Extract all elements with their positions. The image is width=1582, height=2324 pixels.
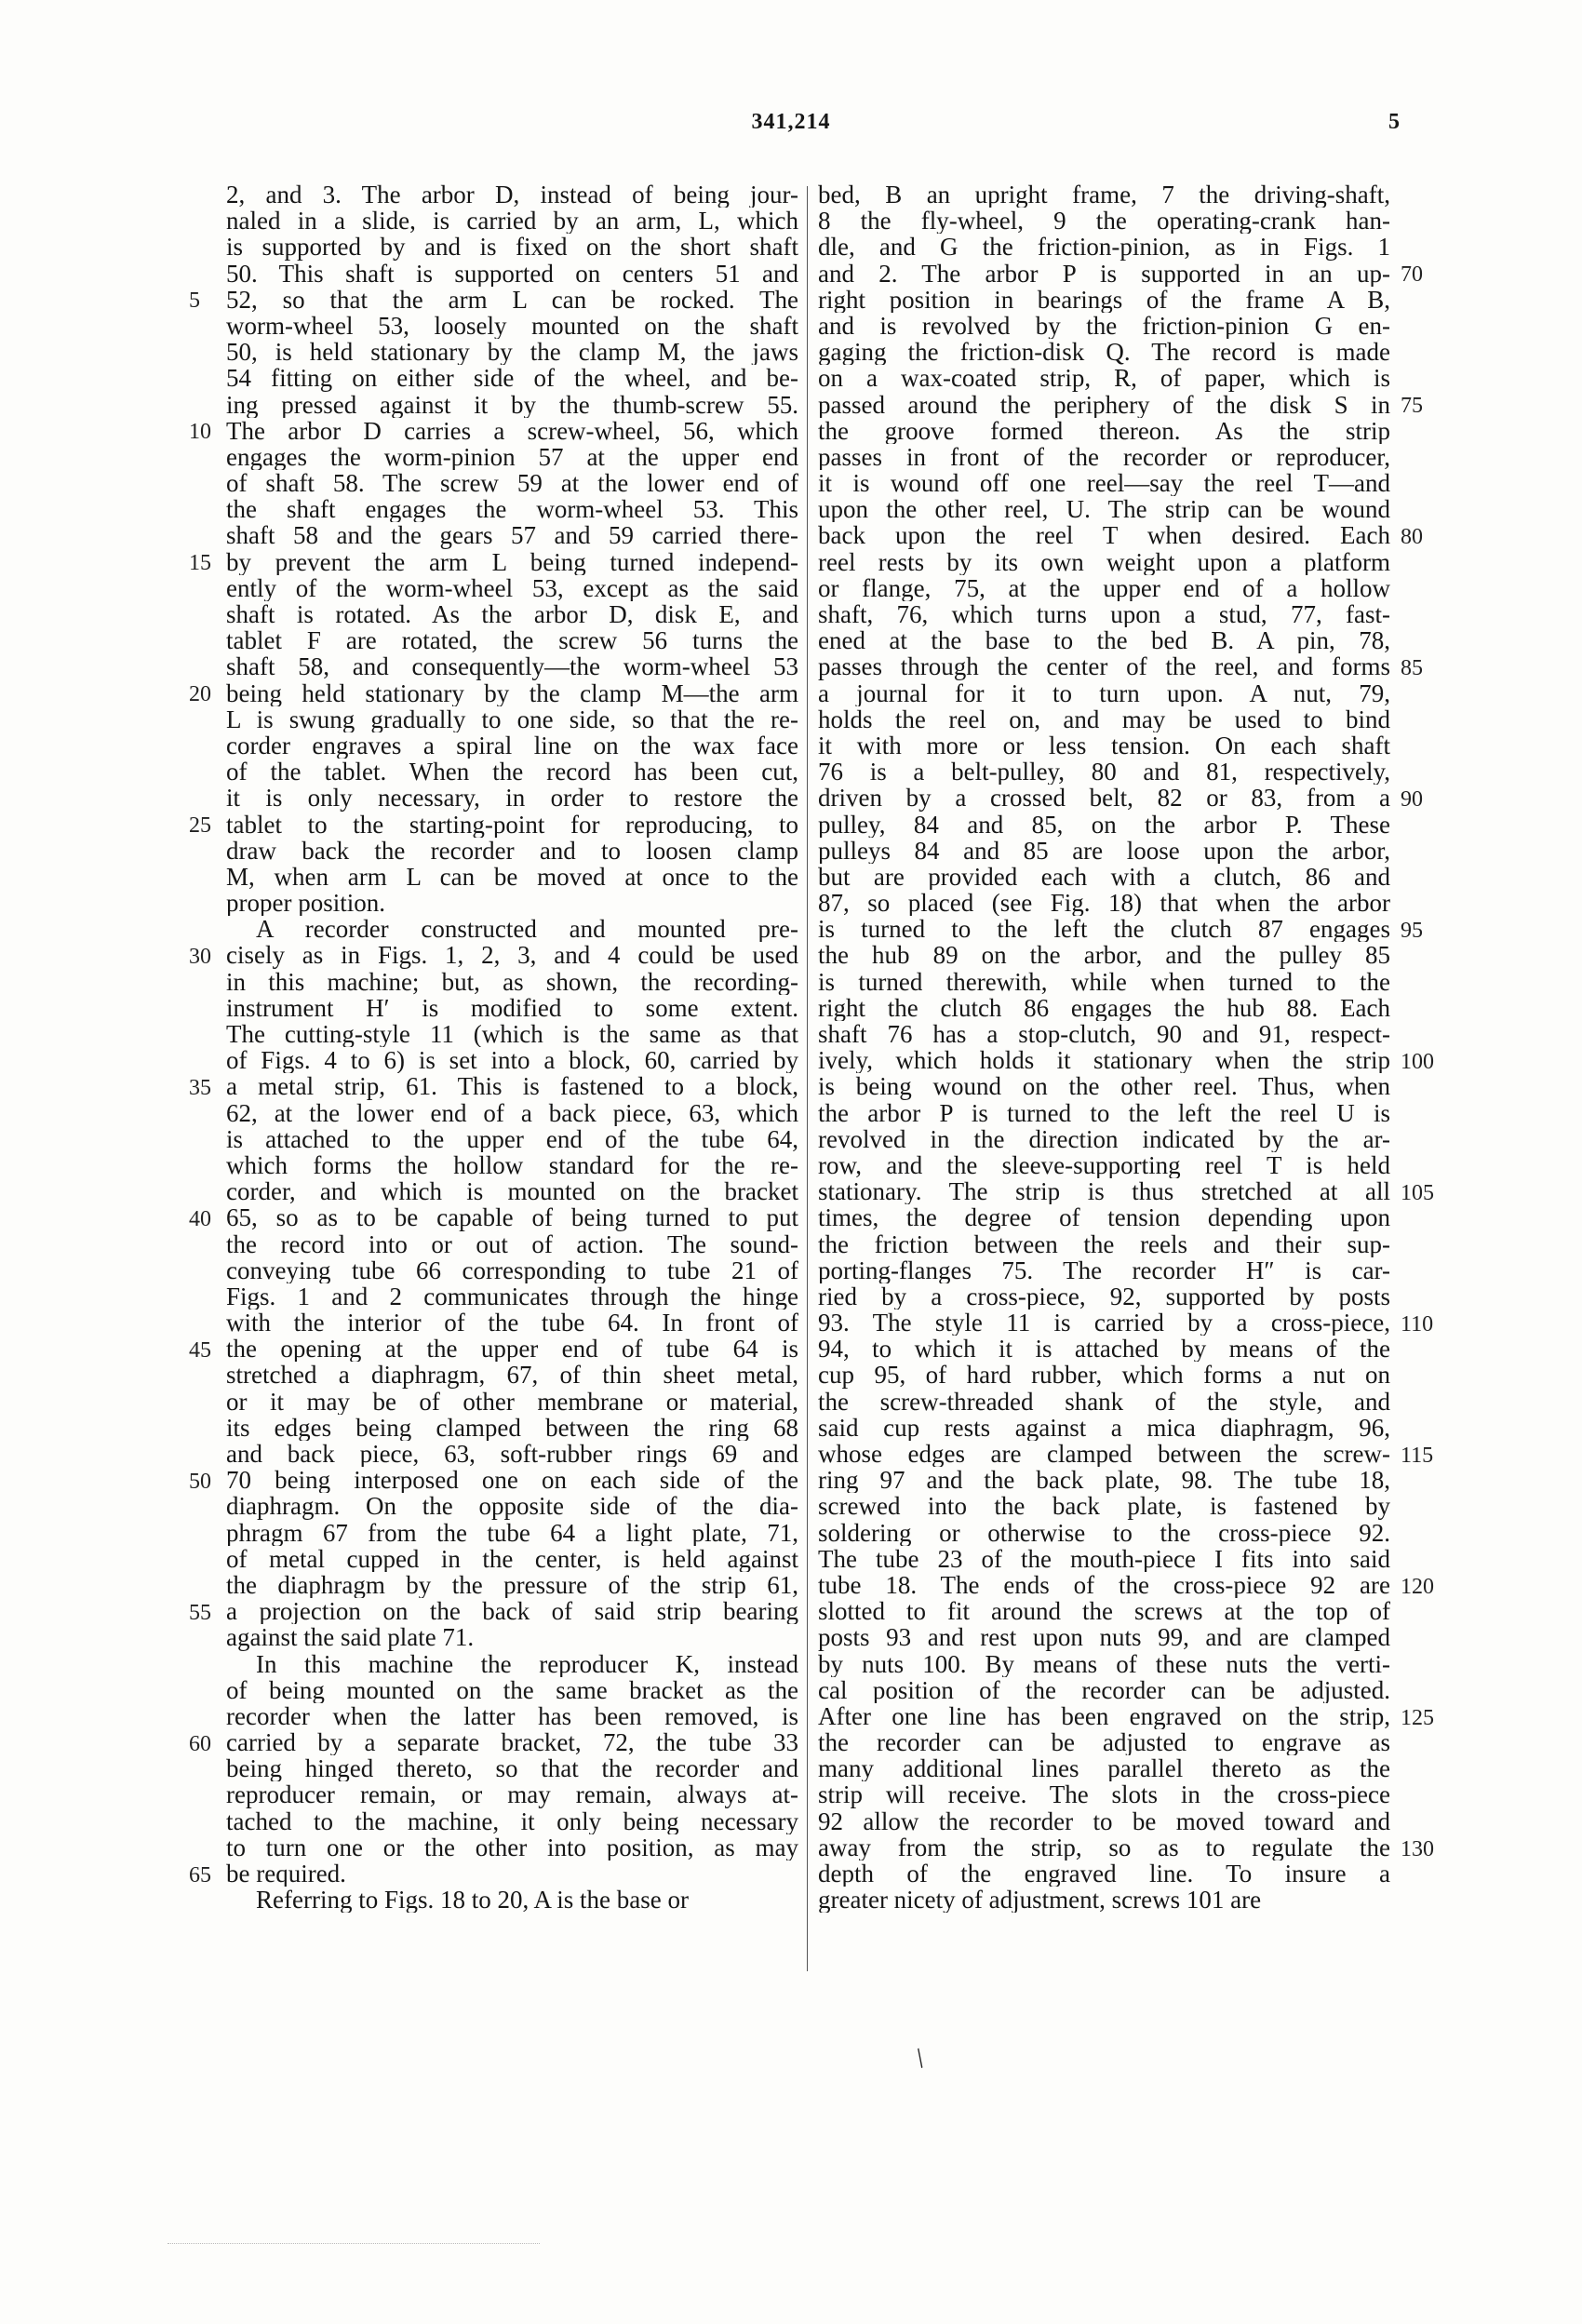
text-line: whose edges are clamped between the screw-	[818, 1441, 1390, 1468]
text-line: cisely as in Figs. 1, 2, 3, and 4 could be used	[226, 942, 798, 969]
text-line: shaft, 76, which turns upon a stud, 77, fast-	[818, 601, 1390, 628]
text-line: said cup rests against a mica diaphragm, 96,	[818, 1414, 1390, 1441]
text-line: ring 97 and the back plate, 98. The tube 18,	[818, 1467, 1390, 1494]
text-line: the groove formed thereon. As the strip	[818, 417, 1390, 444]
column-divider	[807, 186, 808, 1971]
text-line: cup 95, of hard rubber, which forms a nut on	[818, 1362, 1390, 1389]
text-line: revolved in the direction indicated by the ar-	[818, 1125, 1390, 1152]
line-number: 70	[1401, 262, 1423, 287]
line-number: 85	[1401, 655, 1423, 680]
text-line: proper position.	[226, 890, 385, 917]
text-line: After one line has been engraved on the strip,	[818, 1702, 1390, 1730]
text-line: it is only necessary, in order to restore the	[226, 785, 798, 812]
line-number: 15	[189, 550, 211, 575]
text-line: 93. The style 11 is carried by a cross-piece,	[818, 1310, 1390, 1337]
text-line: of metal cupped in the center, is held against	[226, 1545, 798, 1572]
text-line: to turn one or the other into position, as may	[226, 1834, 798, 1861]
text-line: and back piece, 63, soft-rubber rings 69 and	[226, 1441, 798, 1468]
text-line: tube 18. The ends of the cross-piece 92 are	[818, 1571, 1390, 1599]
line-number: 35	[189, 1075, 211, 1100]
text-line: on a wax-coated strip, R, of paper, which is	[818, 365, 1390, 392]
line-number: 55	[189, 1600, 211, 1625]
text-line: or flange, 75, at the upper end of a hollow	[818, 574, 1390, 601]
text-line: 94, to which it is attached by means of the	[818, 1336, 1390, 1363]
text-line: passes through the center of the reel, and forms	[818, 653, 1390, 680]
text-line: 76 is a belt-pulley, 80 and 81, respectively,	[818, 759, 1390, 786]
text-line: dle, and G the friction-pinion, as in Figs. 1	[818, 234, 1390, 261]
text-line: right the clutch 86 engages the hub 88. Each	[818, 994, 1390, 1021]
text-line: In this machine the reproducer K, instead	[256, 1650, 798, 1677]
line-number: 40	[189, 1206, 211, 1231]
text-line: is supported by and is fixed on the short shaft	[226, 234, 798, 261]
line-number: 110	[1401, 1311, 1434, 1337]
text-line: of shaft 58. The screw 59 at the lower end of	[226, 470, 798, 497]
text-line: pulley, 84 and 85, on the arbor P. These	[818, 811, 1390, 838]
text-line: passed around the periphery of the disk S in	[818, 391, 1390, 418]
text-line: engages the worm-pinion 57 at the upper end	[226, 443, 798, 471]
line-number: 115	[1401, 1443, 1434, 1468]
patent-number: 341,214	[751, 110, 831, 134]
text-line: carried by a separate bracket, 72, the tube 33	[226, 1729, 798, 1756]
text-line: The cutting-style 11 (which is the same as that	[226, 1021, 798, 1048]
text-line: 8 the fly-wheel, 9 the operating-crank han-	[818, 208, 1390, 235]
text-line: M, when arm L can be moved at once to the	[226, 863, 798, 891]
text-line: 70 being interposed one on each side of the	[226, 1467, 798, 1494]
text-line: and 2. The arbor P is supported in an up-	[818, 260, 1390, 287]
scan-artifact	[168, 2243, 540, 2248]
text-line: times, the degree of tension depending upon	[818, 1204, 1390, 1231]
text-line: by prevent the arm L being turned independ-	[226, 548, 798, 575]
right-text-column	[818, 181, 1390, 1913]
text-line: L is swung gradually to one side, so that the re-	[226, 705, 798, 732]
text-line: 50. This shaft is supported on centers 51 and	[226, 260, 798, 287]
text-line: the friction between the reels and their sup-	[818, 1230, 1390, 1257]
text-line: tablet F are rotated, the screw 56 turns the	[226, 627, 798, 654]
text-line: upon the other reel, U. The strip can be wound	[818, 496, 1390, 523]
text-line: but are provided each with a clutch, 86 and	[818, 863, 1390, 891]
text-line: many additional lines parallel thereto as the	[818, 1755, 1390, 1782]
text-line: by nuts 100. By means of these nuts the verti-	[818, 1650, 1390, 1677]
text-line: ently of the worm-wheel 53, except as the said	[226, 574, 798, 601]
line-number: 95	[1401, 918, 1423, 943]
text-line: tablet to the starting-point for reproducing, to	[226, 811, 798, 838]
text-line: instrument H′ is modified to some extent.	[226, 994, 798, 1021]
line-number: 105	[1401, 1180, 1434, 1205]
text-line: corder, and which is mounted on the bracket	[226, 1178, 798, 1205]
text-line: in this machine; but, as shown, the recording-	[226, 968, 798, 995]
text-line: is turned therewith, while when turned to the	[818, 968, 1390, 995]
text-line: recorder when the latter has been removed, is	[226, 1702, 798, 1730]
line-number: 45	[189, 1337, 211, 1363]
text-line: The tube 23 of the mouth-piece I fits into said	[818, 1545, 1390, 1572]
text-line: with the interior of the tube 64. In front of	[226, 1310, 798, 1337]
text-line: shaft 58, and consequently—the worm-wheel 53	[226, 653, 798, 680]
stray-pen-mark: /	[909, 2043, 932, 2074]
line-number: 25	[189, 813, 211, 838]
line-number: 60	[189, 1731, 211, 1756]
text-line: shaft is rotated. As the arbor D, disk E, and	[226, 601, 798, 628]
text-line: it with more or less tension. On each shaft	[818, 732, 1390, 759]
text-line: it is wound off one reel—say the reel T—and	[818, 470, 1390, 497]
text-line: ened at the base to the bed B. A pin, 78,	[818, 627, 1390, 654]
text-line: row, and the sleeve-supporting reel T is held	[818, 1151, 1390, 1179]
text-line: and is revolved by the friction-pinion G en-	[818, 312, 1390, 340]
text-line: 54 fitting on either side of the wheel, and be-	[226, 365, 798, 392]
text-line: 65, so as to be capable of being turned to put	[226, 1204, 798, 1231]
line-number: 125	[1401, 1705, 1434, 1730]
text-line: a projection on the back of said strip bearing	[226, 1598, 798, 1625]
line-number: 20	[189, 681, 211, 706]
text-line: the diaphragm by the pressure of the strip 61,	[226, 1571, 798, 1599]
text-line: slotted to fit around the screws at the top of	[818, 1598, 1390, 1625]
text-line: 62, at the lower end of a back piece, 63, which	[226, 1099, 798, 1126]
text-line: diaphragm. On the opposite side of the dia-	[226, 1493, 798, 1520]
text-line: the hub 89 on the arbor, and the pulley 85	[818, 942, 1390, 969]
text-line: of the tablet. When the record has been cut,	[226, 759, 798, 786]
text-line: the arbor P is turned to the left the reel U is	[818, 1099, 1390, 1126]
line-number: 90	[1401, 786, 1423, 812]
line-number: 100	[1401, 1049, 1434, 1074]
text-line: tached to the machine, it only being necessary	[226, 1807, 798, 1834]
text-line: stretched a diaphragm, 67, of thin sheet metal,	[226, 1362, 798, 1389]
text-line: greater nicety of adjustment, screws 101 are	[818, 1887, 1262, 1914]
text-line: A recorder constructed and mounted pre-	[256, 916, 798, 943]
text-line: 52, so that the arm L can be rocked. The	[226, 286, 798, 313]
text-line: being held stationary by the clamp M—the arm	[226, 679, 798, 706]
line-number: 50	[189, 1469, 211, 1494]
text-line: bed, B an upright frame, 7 the driving-shaft,	[818, 181, 1390, 208]
text-line: conveying tube 66 corresponding to tube 21 of	[226, 1256, 798, 1283]
text-line: stationary. The strip is thus stretched at all	[818, 1178, 1390, 1205]
page-number: 5	[1388, 110, 1400, 134]
text-line: corder engraves a spiral line on the wax face	[226, 732, 798, 759]
text-line: worm-wheel 53, loosely mounted on the shaft	[226, 312, 798, 340]
text-line: the shaft engages the worm-wheel 53. This	[226, 496, 798, 523]
text-line: depth of the engraved line. To insure a	[818, 1861, 1390, 1887]
page-header	[0, 110, 1582, 147]
text-line: its edges being clamped between the ring 68	[226, 1414, 798, 1441]
text-line: ively, which holds it stationary when the strip	[818, 1047, 1390, 1074]
text-line: naled in a slide, is carried by an arm, L, which	[226, 208, 798, 235]
text-line: is attached to the upper end of the tube 64,	[226, 1125, 798, 1152]
text-line: which forms the hollow standard for the re-	[226, 1151, 798, 1179]
line-number: 10	[189, 419, 211, 444]
text-line: draw back the recorder and to loosen clamp	[226, 837, 798, 864]
text-line: shaft 58 and the gears 57 and 59 carried there-	[226, 522, 798, 549]
text-line: is turned to the left the clutch 87 engages	[818, 916, 1390, 943]
left-text-column	[226, 181, 798, 1913]
text-line: back upon the reel T when desired. Each	[818, 522, 1390, 549]
line-number: 65	[189, 1862, 211, 1887]
text-line: soldering or otherwise to the cross-piece 92.	[818, 1519, 1390, 1546]
text-line: phragm 67 from the tube 64 a light plate, 71,	[226, 1519, 798, 1546]
text-line: a metal strip, 61. This is fastened to a block,	[226, 1073, 798, 1100]
text-line: the record into or out of action. The sound-	[226, 1230, 798, 1257]
text-line: 92 allow the recorder to be moved toward and	[818, 1807, 1390, 1834]
text-line: driven by a crossed belt, 82 or 83, from a	[818, 785, 1390, 812]
text-line: a journal for it to turn upon. A nut, 79,	[818, 679, 1390, 706]
text-line: cal position of the recorder can be adjusted.	[818, 1676, 1390, 1703]
text-line: the screw-threaded shank of the style, and	[818, 1388, 1390, 1415]
text-line: Referring to Figs. 18 to 20, A is the base or	[256, 1887, 689, 1914]
text-line: ried by a cross-piece, 92, supported by posts	[818, 1283, 1390, 1310]
line-number: 75	[1401, 393, 1423, 418]
text-line: reel rests by its own weight upon a platform	[818, 548, 1390, 575]
text-line: 87, so placed (see Fig. 18) that when the arbor	[818, 890, 1390, 917]
text-line: shaft 76 has a stop-clutch, 90 and 91, respect-	[818, 1021, 1390, 1048]
text-line: being hinged thereto, so that the recorder and	[226, 1755, 798, 1782]
text-line: is being wound on the other reel. Thus, when	[818, 1073, 1390, 1100]
text-line: porting-flanges 75. The recorder H″ is car-	[818, 1256, 1390, 1283]
text-line: posts 93 and rest upon nuts 99, and are clamped	[818, 1624, 1390, 1651]
text-line: of Figs. 4 to 6) is set into a block, 60, carried by	[226, 1047, 798, 1074]
text-line: Figs. 1 and 2 communicates through the hinge	[226, 1283, 798, 1310]
text-line: away from the strip, so as to regulate the	[818, 1834, 1390, 1861]
text-line: screwed into the back plate, is fastened by	[818, 1493, 1390, 1520]
line-number: 120	[1401, 1574, 1434, 1599]
text-line: right position in bearings of the frame A B,	[818, 286, 1390, 313]
text-line: be required.	[226, 1861, 346, 1887]
text-line: or it may be of other membrane or material,	[226, 1388, 798, 1415]
text-line: 50, is held stationary by the clamp M, the jaws	[226, 339, 798, 366]
text-line: of being mounted on the same bracket as the	[226, 1676, 798, 1703]
line-number: 130	[1401, 1836, 1434, 1861]
line-number: 5	[189, 288, 200, 313]
text-line: reproducer remain, or may remain, always at-	[226, 1781, 798, 1808]
text-line: passes in front of the recorder or reproducer,	[818, 443, 1390, 471]
text-line: The arbor D carries a screw-wheel, 56, which	[226, 417, 798, 444]
line-number: 80	[1401, 524, 1423, 549]
text-line: ing pressed against it by the thumb-screw 55.	[226, 391, 798, 418]
text-line: the recorder can be adjusted to engrave as	[818, 1729, 1390, 1756]
text-line: the opening at the upper end of tube 64 is	[226, 1336, 798, 1363]
text-line: strip will receive. The slots in the cross-piece	[818, 1781, 1390, 1808]
line-number: 30	[189, 944, 211, 969]
text-line: pulleys 84 and 85 are loose upon the arbor,	[818, 837, 1390, 864]
text-line: holds the reel on, and may be used to bind	[818, 705, 1390, 732]
text-line: against the said plate 71.	[226, 1624, 475, 1651]
text-line: 2, and 3. The arbor D, instead of being jour-	[226, 181, 798, 208]
text-line: gaging the friction-disk Q. The record is made	[818, 339, 1390, 366]
